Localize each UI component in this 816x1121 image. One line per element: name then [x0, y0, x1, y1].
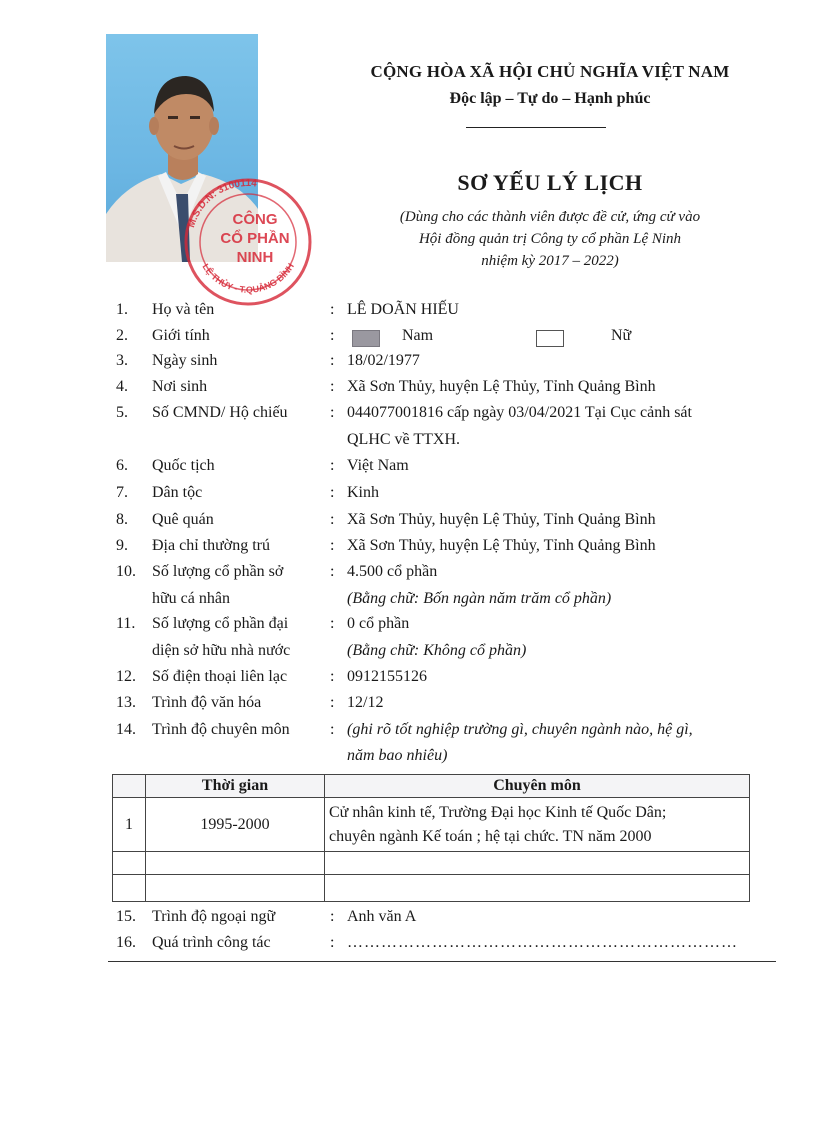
gender-female-label: Nữ	[611, 327, 632, 344]
field-colon: :	[330, 301, 335, 318]
field-value: (ghi rõ tốt nghiệp trường gì, chuyên ngành nào, hệ gì,	[347, 721, 693, 738]
field-label: Trình độ ngoại ngữ	[152, 908, 276, 925]
field-value-words: (Bằng chữ: Không cổ phần)	[347, 642, 527, 659]
table-row-empty	[113, 875, 750, 902]
field-colon: :	[330, 615, 335, 632]
field-number: 15.	[116, 908, 136, 925]
field-label: Ngày sinh	[152, 352, 218, 369]
table-cell-empty	[146, 852, 325, 875]
education-table	[112, 774, 750, 902]
field-number: 12.	[116, 668, 136, 685]
field-label: Số điện thoại liên lạc	[152, 668, 288, 685]
field-colon: :	[330, 484, 335, 501]
field-number: 8.	[116, 511, 128, 528]
field-value: 18/02/1977	[347, 352, 420, 369]
table-header-time: Thời gian	[146, 775, 325, 798]
field-number: 2.	[116, 327, 128, 344]
stamp-line-2: CỔ PHẦN	[220, 230, 290, 247]
field-label-cont: diện sở hữu nhà nước	[152, 642, 291, 659]
field-number: 10.	[116, 563, 136, 580]
field-colon: :	[330, 668, 335, 685]
nation-heading: CỘNG HÒA XÃ HỘI CHỦ NGHĨA VIỆT NAM	[370, 62, 730, 81]
table-cell-major-line-1: Cử nhân kinh tế, Trường Đại học Kinh tế Quốc Dân;	[329, 803, 667, 821]
field-number: 1.	[116, 301, 128, 318]
field-label: Quốc tịch	[152, 457, 215, 474]
table-header-no	[113, 775, 146, 798]
table-row	[113, 798, 750, 852]
field-colon: :	[330, 721, 335, 738]
field-value: Xã Sơn Thủy, huyện Lệ Thủy, Tỉnh Quảng Bình	[347, 511, 656, 528]
field-label: Quê quán	[152, 511, 214, 528]
stamp-center-text	[210, 210, 300, 267]
field-colon: :	[330, 694, 335, 711]
table-cell-empty	[146, 875, 325, 902]
field-value-cont: QLHC về TTXH.	[347, 431, 461, 448]
field-colon: :	[330, 563, 335, 580]
field-number: 7.	[116, 484, 128, 501]
field-value: 4.500 cổ phần	[347, 563, 438, 580]
field-value: Anh văn A	[347, 908, 417, 925]
field-number: 3.	[116, 352, 128, 369]
field-value: 044077001816 cấp ngày 03/04/2021 Tại Cục cảnh sát	[347, 404, 692, 421]
field-number: 9.	[116, 537, 128, 554]
field-label: Dân tộc	[152, 484, 203, 501]
field-number: 13.	[116, 694, 136, 711]
field-value-cont: năm bao nhiêu)	[347, 747, 448, 764]
table-cell-time: 1995-2000	[146, 798, 325, 852]
stamp-ring-text: M.S.D.N: 3100114	[186, 177, 258, 230]
field-number: 11.	[116, 615, 136, 632]
field-label: Họ và tên	[152, 301, 215, 318]
table-header-major: Chuyên môn	[325, 775, 750, 798]
field-colon: :	[330, 352, 335, 369]
field-label: Nơi sinh	[152, 378, 208, 395]
field-label: Trình độ văn hóa	[152, 694, 262, 711]
table-cell-major-line-2: chuyên ngành Kế toán ; hệ tại chức. TN năm 2000	[329, 827, 652, 845]
field-colon: :	[330, 378, 335, 395]
table-cell-major	[325, 798, 750, 852]
field-value: 0 cổ phần	[347, 615, 410, 632]
stamp-line-3: NINH	[236, 249, 274, 266]
field-colon: :	[330, 404, 335, 421]
stamp-line-1: CÔNG	[232, 211, 278, 228]
field-label: Số lượng cổ phần đại	[152, 615, 289, 632]
field-value-dots: ……………………………………………………………	[347, 934, 738, 951]
field-number: 14.	[116, 721, 136, 738]
bottom-rule	[108, 961, 776, 962]
field-number: 6.	[116, 457, 128, 474]
table-cell-empty	[325, 852, 750, 875]
field-label-cont: hữu cá nhân	[152, 590, 230, 607]
header-underline	[466, 127, 606, 128]
table-cell-empty	[113, 875, 146, 902]
field-value: Xã Sơn Thủy, huyện Lệ Thủy, Tỉnh Quảng Bình	[347, 378, 656, 395]
stamp-bottom-text: LỆ THỦY - T.QUẢNG BÌNH	[200, 261, 297, 295]
field-colon: :	[330, 327, 335, 344]
field-value-words: (Bằng chữ: Bốn ngàn năm trăm cổ phần)	[347, 590, 612, 607]
field-value: 0912155126	[347, 668, 427, 685]
field-label: Trình độ chuyên môn	[152, 721, 290, 738]
field-label: Giới tính	[152, 327, 210, 344]
field-colon: :	[330, 908, 335, 925]
field-value: 12/12	[347, 694, 384, 711]
table-header-row	[113, 775, 750, 798]
motto-heading: Độc lập – Tự do – Hạnh phúc	[449, 90, 651, 107]
field-label: Địa chỉ thường trú	[152, 537, 270, 554]
gender-male-label: Nam	[402, 327, 434, 344]
field-number: 4.	[116, 378, 128, 395]
field-label: Số CMND/ Hộ chiếu	[152, 404, 288, 421]
gender-female-checkbox[interactable]	[536, 330, 564, 347]
table-cell-empty	[325, 875, 750, 902]
field-colon: :	[330, 537, 335, 554]
field-number: 5.	[116, 404, 128, 421]
field-colon: :	[330, 511, 335, 528]
table-cell-empty	[113, 852, 146, 875]
subtitle-line-2: Hội đồng quản trị Công ty cổ phần Lệ Ninh	[418, 231, 682, 247]
table-row-empty	[113, 852, 750, 875]
subtitle-line-3: nhiệm kỳ 2017 – 2022)	[481, 253, 619, 269]
field-value: Xã Sơn Thủy, huyện Lệ Thủy, Tỉnh Quảng Bình	[347, 537, 656, 554]
field-label: Quá trình công tác	[152, 934, 271, 951]
field-value: LÊ DOÃN HIẾU	[347, 301, 459, 318]
table-cell-no: 1	[113, 798, 146, 852]
field-colon: :	[330, 457, 335, 474]
field-colon: :	[330, 934, 335, 951]
field-label: Số lượng cổ phần sở	[152, 563, 284, 580]
field-value: Kinh	[347, 484, 379, 501]
document-title: SƠ YẾU LÝ LỊCH	[457, 170, 643, 195]
field-number: 16.	[116, 934, 136, 951]
field-value: Việt Nam	[347, 457, 409, 474]
document-subtitle	[330, 206, 770, 272]
gender-male-checkbox[interactable]	[352, 330, 380, 347]
subtitle-line-1: (Dùng cho các thành viên được đề cử, ứng cử vào	[399, 209, 701, 225]
